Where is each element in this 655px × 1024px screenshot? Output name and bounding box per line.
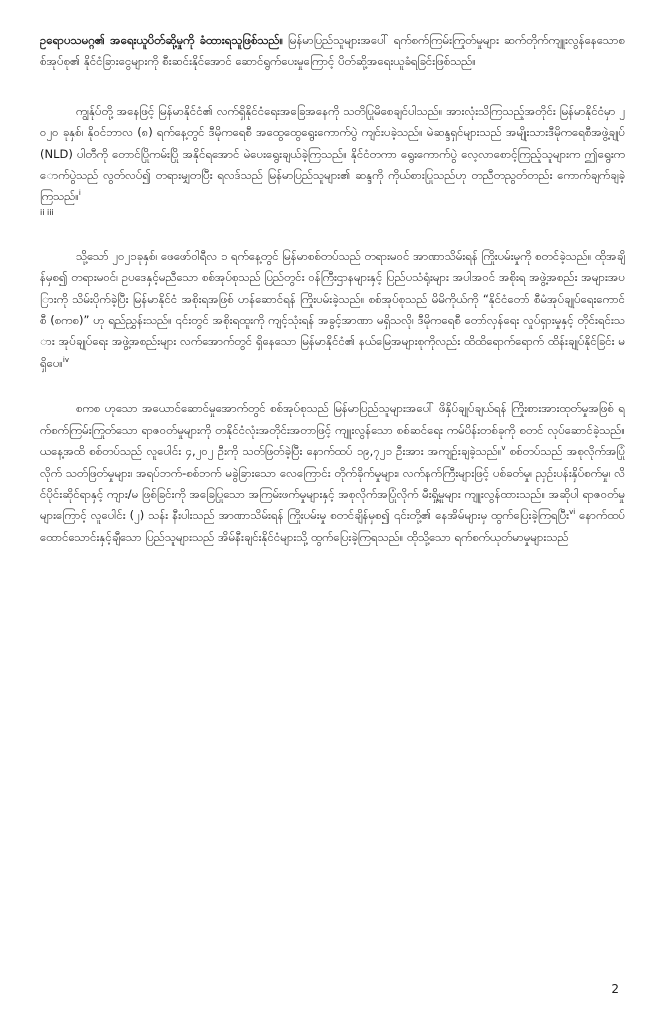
- paragraph-1: [40, 30, 625, 73]
- paragraph-3: [40, 246, 625, 374]
- paragraph-4-text-2: စစ်တပ်သည် အစုလိုက်အပြုံလိုက် သတ်ဖြတ်မှုများ၊ အရပ်ဘက်-စစ်ဘက် မခွဲခြားသော လေကြောင်း တိုက်ခိုက်မှုများ၊ လက်နက်ကြီးများဖြင့် ပစ်ခတ်မှု၊ ညှဉ်းပန်းနှိပ်စက်မှု၊ လိင်ပိုင်းဆိုင်ရာနှင့် ကျား/မ ဖြစ်ခြင်းကို အခြေပြုသော အကြမ်းဖက်မှုများနှင့် အစုလိုက်အပြုံလိုက် မီးရှို့မှုများ ကျူးလွန်ထားသည်။ အဆိုပါ ရာဇဝတ်မှုများကြောင့် လူပေါင်း (၂) သန်း နီးပါးသည် အာဏာသိမ်းရန် ကြိုးပမ်းမှု စတင်ချိန်မှစ၍ ၎င်းတို့၏ နေအိမ်များမှ ထွက်ပြေးခဲ့ကြရပြီး: [40, 444, 625, 523]
- paragraph-2: [40, 101, 625, 218]
- footnote-ref-i[interactable]: i: [78, 189, 81, 198]
- paragraph-1-text: မြန်မာပြည်သူများအပေါ် ရက်စက်ကြမ်းကြုတ်မှုများ ဆက်တိုက်ကျူးလွန်နေသောစစ်အုပ်စု၏ နိုင်ငံခြားငွေများကို စီးဆင်းနိုင်အောင် ဆောင်ရွက်ပေးမှုကြောင့် ပိတ်ဆို့အရေးယူခံရခြင်းဖြစ်သည်။: [40, 33, 625, 69]
- footnote-refs-ii-iii[interactable]: ii iii: [40, 207, 54, 217]
- footnote-ref-v[interactable]: v: [501, 444, 506, 453]
- page-number: 2: [611, 982, 619, 996]
- footnote-ref-vi[interactable]: vi: [569, 508, 576, 517]
- paragraph-4-text-3: နောက်ထပ် ထောင်သောင်းနှင့်ချီသော ပြည်သူများသည် အိမ်နီးချင်းနိုင်ငံများသို့ ထွက်ပြေးခဲ့ကြရသည်။ ထိုသို့သော ရက်စက်ယုတ်မာမှုများသည်: [40, 508, 625, 544]
- paragraph-2-text: ကျွန်ုပ်တို့ အနေဖြင့် မြန်မာနိုင်ငံ၏ လက်ရှိနိုင်ငံရေးအခြေအနေကို သတိပြုမိစေချင်ပါသည်။ အားလုံးသိကြသည့်အတိုင်း မြန်မာနိုင်ငံမှာ ၂၀၂၀ ခုနှစ်၊ နိုဝင်ဘာလ (၈) ရက်နေ့တွင် ဒီမိုကရေစီ အထွေထွေရွေးကောက်ပွဲ ကျင်းပခဲ့သည်။ မဲဆန္ဒရှင်များသည် အမျိုးသားဒီမိုကရေစီအဖွဲ့ချုပ် (NLD) ပါတီကို တောင်ပြိုကမ်းပြို အနိုင်ရအောင် မဲပေးရွေးချယ်ခဲ့ကြသည်။ နိုင်ငံတကာ ရွေးကောက်ပွဲ လေ့လာစောင့်ကြည့်သူများက ဤရွေးကောက်ပွဲသည် လွတ်လပ်၍ တရားမျှတပြီး ရလဒ်သည် မြန်မာပြည်သူများ၏ ဆန္ဒကို ကိုယ်စားပြုသည်ဟု တညီတညွတ်တည်း ကောက်ချက်ချခဲ့ကြသည်။: [40, 103, 625, 204]
- document-page: [40, 30, 625, 970]
- footnote-ref-iv[interactable]: iv: [62, 356, 69, 365]
- paragraph-4-text: စကစ ဟုသော အယောင်ဆောင်မှုအောက်တွင် စစ်အုပ်စုသည် မြန်မာပြည်သူများအပေါ် ဖိနှိပ်ချုပ်ချယ်ရန် ကြိုးစားအားထုတ်မှုအဖြစ် ရက်စက်ကြမ်းကြုတ်သော ရာဇဝတ်မှုများကို တနိုင်ငံလုံးအတိုင်းအတာဖြင့် ကျူးလွန်သော စစ်ဆင်ရေး ကမ်ပိန်းတစ်ခုကို စတင် လုပ်ဆောင်ခဲ့သည်။ ယနေ့အထိ စစ်တပ်သည် လူပေါင်း ၄,၂၀၂ ဦးကို သတ်ဖြတ်ခဲ့ပြီး နောက်ထပ် ၁၉,၇၂၁ ဦးအား အကျဉ်းချခဲ့သည်။: [40, 401, 625, 459]
- paragraph-4: [40, 398, 625, 548]
- paragraph-1-lead: ဥရောပသမဂ္ဂ၏ အရေးယူပိတ်ဆို့မှုကို ခံထားရသူဖြစ်သည်။: [40, 33, 284, 47]
- paragraph-3-text: သို့သော် ၂၀၂၁ခုနှစ်၊ ဖေဖော်ဝါရီလ ၁ ရက်နေ့တွင် မြန်မာစစ်တပ်သည် တရားမဝင် အာဏာသိမ်းရန် ကြိုးပမ်းမှုကို စတင်ခဲ့သည်။ ထိုအချိန်မှစ၍ တရားမဝင်၊ ဥပဒေနှင့်မညီသော စစ်အုပ်စုသည် ပြည်တွင်း ဝန်ကြီးဌာနများနှင့် ပြည်ပသံရုံးများ အပါအဝင် အစိုးရ အဖွဲ့အစည်း အများအပြားကို သိမ်းပိုက်ခဲ့ပြီး မြန်မာနိုင်ငံ အစိုးရအဖြစ် ဟန်ဆောင်ရန် ကြိုးပမ်းခဲ့သည်။ စစ်အုပ်စုသည် မိမိကိုယ်ကို “နိုင်ငံတော် စီမံအုပ်ချုပ်ရေးကောင်စီ (စကစ)” ဟု ရည်ညွှန်းသည်။ ၎င်းတွင် အစိုးရထူးကို ကျင့်သုံးရန် အခွင့်အာဏာ မရှိသလို၊ ဒီမိုကရေစီ တော်လှန်ရေး လှုပ်ရှားမှုနှင့် တိုင်းရင်းသား အုပ်ချုပ်ရေး အဖွဲ့အစည်းများ လက်အောက်တွင် ရှိနေသော မြန်မာနိုင်ငံ၏ နယ်မြေအများစုကိုလည်း ထိထိရောက်ရောက် ထိန်းချုပ်နိုင်ခြင်း မရှိပေ။: [40, 248, 625, 370]
